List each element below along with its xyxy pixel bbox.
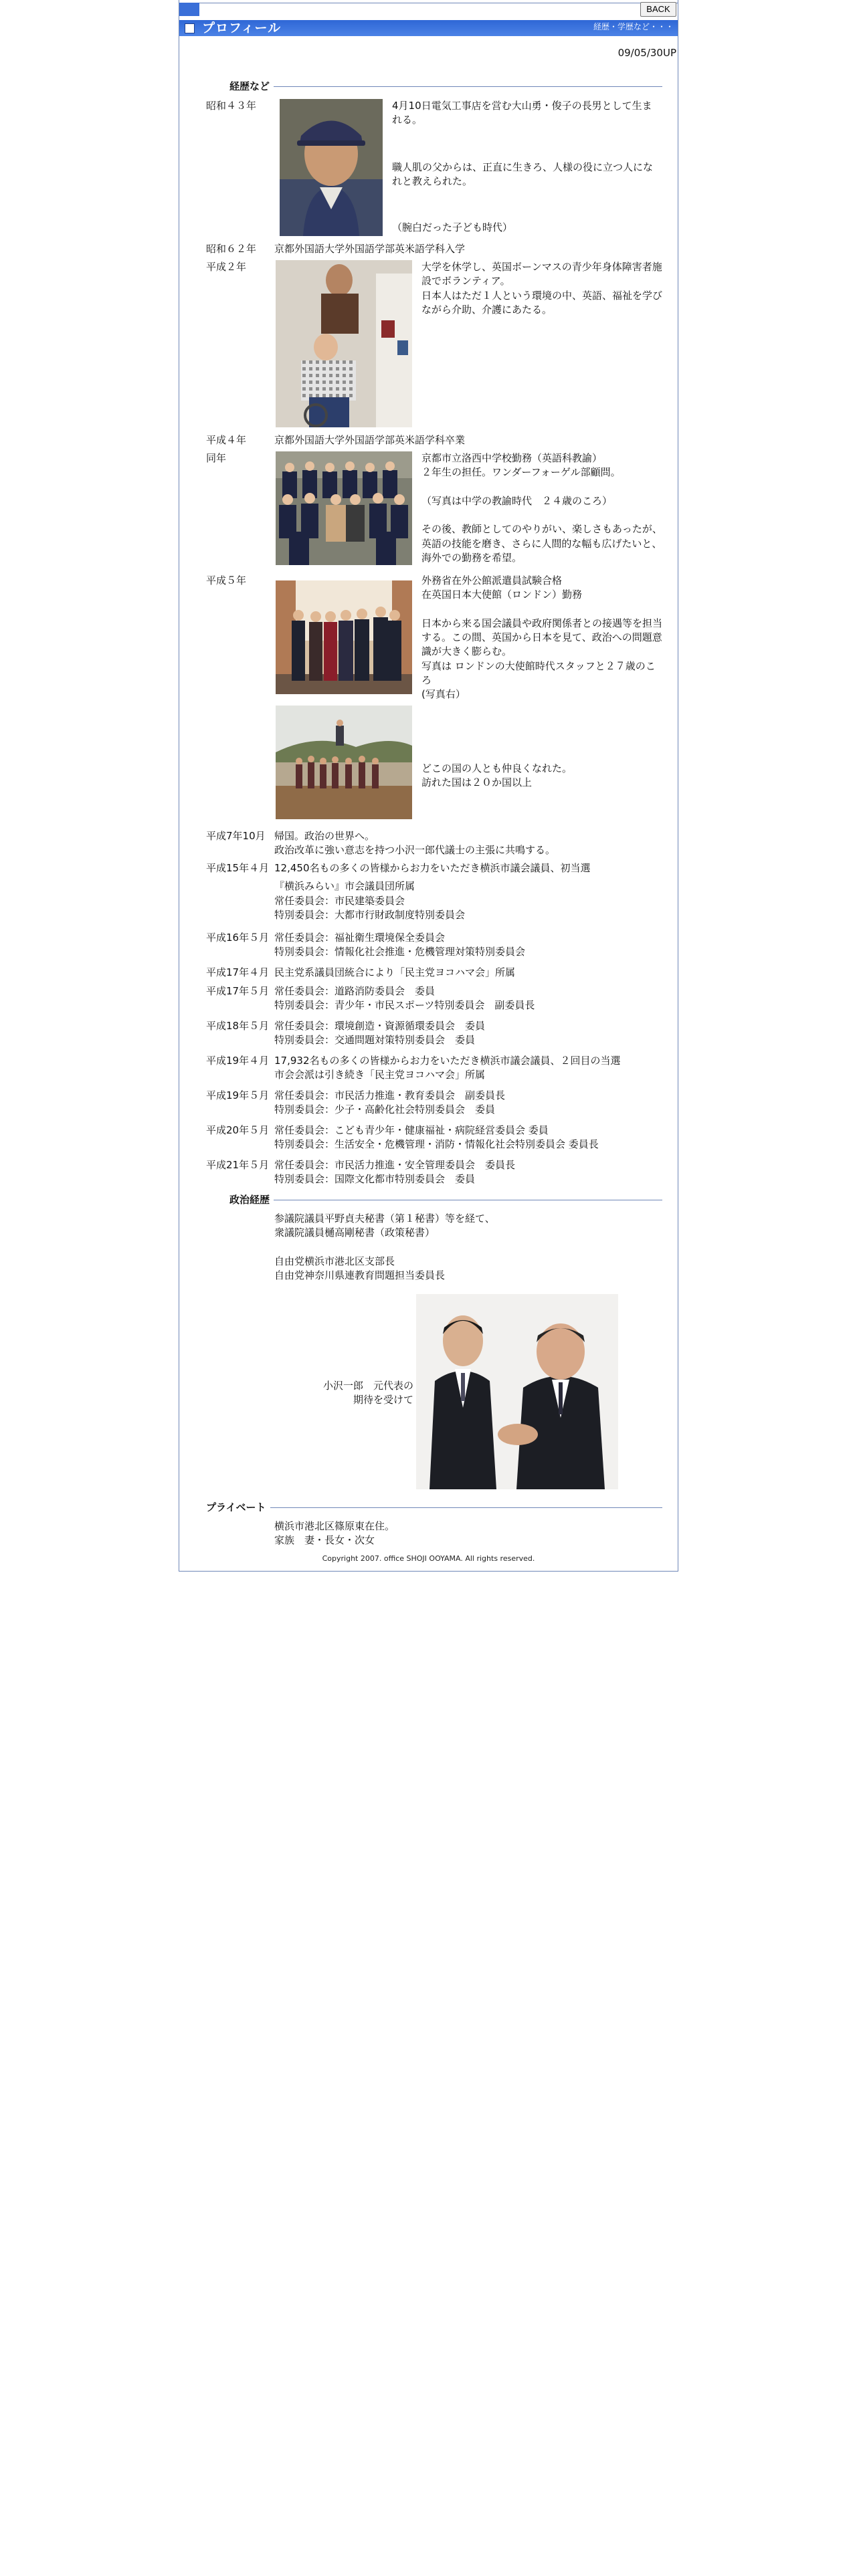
timeline-text: 常任委員会：道路消防委員会 委員 特別委員会：青少年・市民スポーツ特別委員会 副委員長 [274,985,535,1012]
political-text: 参議院議員平野貞夫秘書（第１秘書）等を経て、 衆議院議員樋高剛秘書（政策秘書） 自由党横浜市港北区支部長 自由党神奈川県連教育問題担当委員長 [274,1212,495,1282]
timeline-text: どこの国の人とも仲良くなれた。 訪れた国は２０か国以上 [421,762,573,789]
square-icon [185,23,195,33]
timeline-era: 平成21年５月 [206,1159,270,1171]
timeline-era: 平成20年５月 [206,1124,270,1136]
timeline-era: 昭和４３年 [206,100,257,112]
timeline-text: 12,450名もの多くの皆様からお力をいただき横浜市議会議員、初当選 『横浜みらい』市会議員団所属 常任委員会：市民建築委員会 特別委員会：大都市行財政制度特別委員会 [274,862,591,921]
timeline-text: 4月10日電気工事店を営む大山勇・俊子の長男として生まれる。 職人肌の父からは、正直に生きろ、人様の役に立つ人になれと教えられた。 （腕白だった子ども時代） [392,100,654,233]
section-label: プライベート [206,1501,270,1515]
copyright-notice: Copyright 2007. office SHOJI OOYAMA. All rights reserved. [322,1554,535,1563]
handshake-photo [416,1294,618,1489]
update-date: 09/05/30UP [617,47,676,59]
section-label: 経歴など [229,80,274,94]
section-heading-political [229,1193,662,1206]
timeline-text: 17,932名もの多くの皆様からお力をいただき横浜市議会議員、２回目の当選 市会会派は引き続き「民主党ヨコハマ会」所属 [274,1055,621,1081]
title-bar [179,20,678,36]
timeline-era: 同年 [206,452,227,464]
page-title: プロフィール [202,21,282,35]
photo-caption: 小沢一郎 元代表の 期待を受けて [322,1380,413,1406]
timeline-text: 常任委員会：市民活力推進・教育委員会 副委員長 特別委員会：少子・高齢化社会特別委員会 委員 [274,1089,506,1116]
timeline-text: 京都市立洛西中学校勤務（英語科教諭） ２年生の担任。ワンダーフォーゲル部顧問。 （写真は中学の教諭時代 ２４歳のころ） その後、教師としてのやりがい、楽しさもあったが、英語の技能を磨き、さらに人間的な幅も広げたいと、海外での勤務を希望。 [421,452,662,564]
timeline-era: 平成17年５月 [206,985,270,997]
timeline-era: 平成17年４月 [206,966,270,978]
timeline-text: 帰国。政治の世界へ。 政治改革に強い意志を持つ小沢一郎代議士の主張に共鳴する。 [274,830,556,857]
timeline-text: 常任委員会：市民活力推進・安全管理委員会 委員長 特別委員会：国際文化都市特別委員会 委員 [274,1159,516,1186]
school-class-photo [276,451,412,565]
back-button[interactable]: BACK [640,2,676,17]
timeline-era: 平成19年５月 [206,1089,270,1101]
timeline-era: 平成２年 [206,261,247,273]
section-heading-private [206,1501,662,1514]
timeline-era: 平成４年 [206,434,247,446]
timeline-text: 常任委員会：環境創造・資源循環委員会 委員 特別委員会：交通問題対策特別委員会 委員 [274,1020,486,1047]
timeline-era: 平成16年５月 [206,932,270,944]
timeline-text: 常任委員会：福祉衛生環境保全委員会 特別委員会：情報化社会推進・危機管理対策特別委員会 [274,932,526,958]
page-frame [179,0,678,1572]
top-bar-accent [179,3,199,16]
embassy-staff-photo [276,580,412,694]
timeline-text: 京都外国語大学外国語学部英米語学科入学 [274,243,466,255]
timeline-era: 平成7年10月 [206,830,266,842]
section-heading-career [229,80,662,93]
timeline-era: 平成18年５月 [206,1020,270,1032]
timeline-era: 昭和６２年 [206,243,257,255]
section-label: 政治経歴 [229,1193,274,1207]
timeline-text: 外務省在外公館派遣員試験合格 在英国日本大使館（ロンドン）勤務 日本から来る国会議員や政府関係者との接遇等を担当する。この間、英国から日本を見て、政治への問題意識が大きく膨らむ。 写真は ロンドンの大使館時代スタッフと２７歳のころ (写真右） [421,574,663,701]
timeline-text: 常任委員会：こども青少年・健康福祉・病院経営委員会 委員 特別委員会：生活安全・危機管理・消防・情報化社会特別委員会 委員長 [274,1124,599,1151]
timeline-text: 京都外国語大学外国語学部英米語学科卒業 [274,434,466,446]
private-text: 横浜市港北区篠原東在住。 家族 妻・長女・次女 [274,1520,395,1547]
page-subtitle: 経歴・学歴など・・・ [593,22,674,31]
timeline-text: 民主党系議員団統合により「民主党ヨコハマ会」所属 [274,966,516,978]
section-rule [206,1507,662,1508]
volunteer-photo [276,260,412,427]
travel-photo [276,706,412,819]
top-bar [179,0,678,19]
timeline-era: 平成19年４月 [206,1055,270,1067]
section-rule [229,86,662,87]
timeline-era: 平成15年４月 [206,862,270,874]
childhood-photo [280,99,383,236]
timeline-text: 大学を休学し、英国ボーンマスの青少年身体障害者施設でボランティア。 日本人はただ１人という環境の中、英語、福祉を学びながら介助、介護にあたる。 [421,261,663,316]
timeline-era: 平成５年 [206,574,247,586]
